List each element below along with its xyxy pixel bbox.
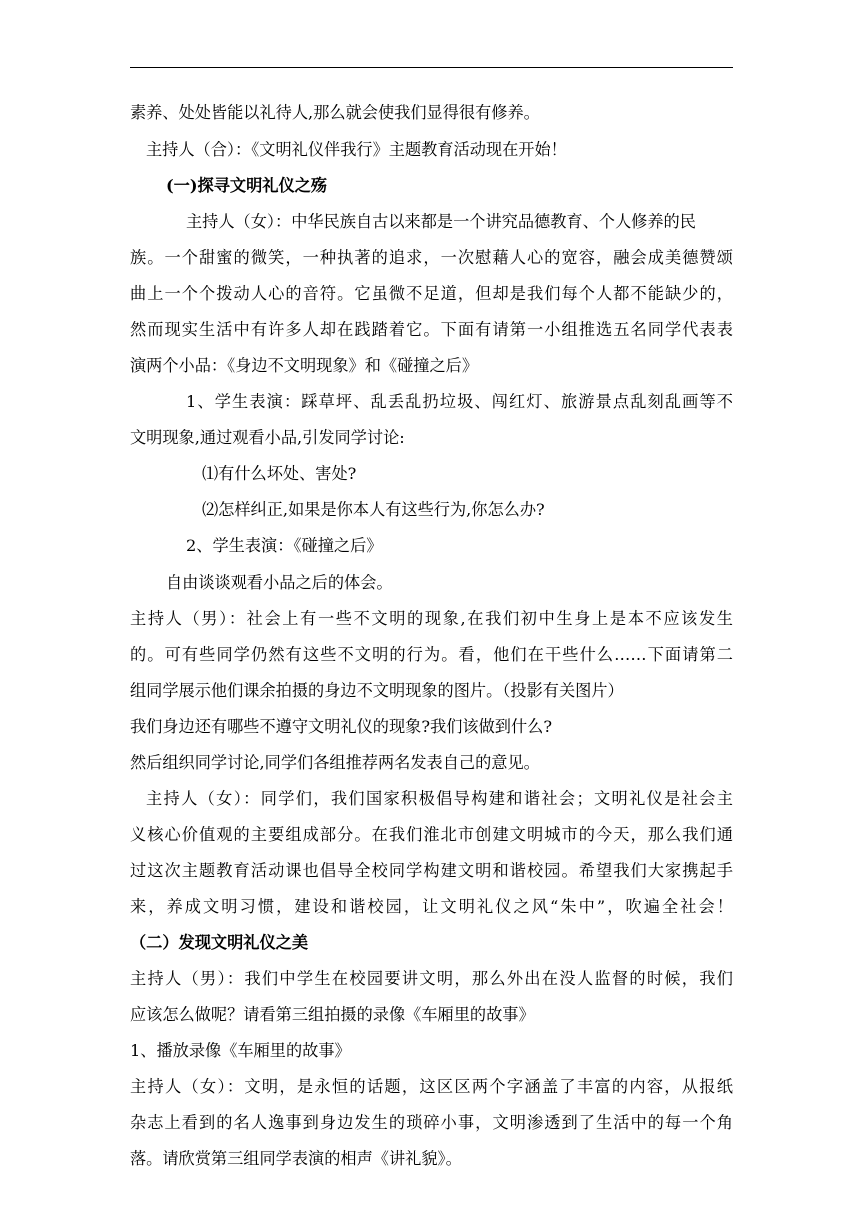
paragraph-line: 然后组织同学讨论,同学们各组推荐两名发表自己的意见。 <box>130 753 540 772</box>
paragraph-line: 义核心价值观的主要组成部分。在我们淮北市创建文明城市的今天，那么我们通 <box>130 825 733 844</box>
paragraph-line: 来，养成文明习惯，建设和谐校园，让文明礼仪之风“朱中”，吹遍全社会！ <box>130 897 733 916</box>
paragraph-line: ⑴有什么坏处、害处? <box>202 464 357 483</box>
paragraph-line: 演两个小品：《身边不文明现象》和《碰撞之后》 <box>130 356 479 375</box>
paragraph-line: 过这次主题教育活动课也倡导全校同学构建文明和谐校园。希望我们大家携起手 <box>130 861 733 880</box>
paragraph-line: 主持人（男）：我们中学生在校园要讲文明，那么外出在没人监督的时候，我们 <box>130 969 733 988</box>
paragraph-line: 主持人（女）：同学们，我们国家积极倡导构建和谐社会；文明礼仪是社会主 <box>146 789 733 808</box>
paragraph-line: 的。可有些同学仍然有这些不文明的行为。看，他们在干些什么……下面请第二 <box>130 645 733 664</box>
paragraph-line: 1、学生表演：踩草坪、乱丢乱扔垃圾、闯红灯、旅游景点乱刻乱画等不 <box>186 392 733 411</box>
paragraph-line: ⑵怎样纠正,如果是你本人有这些行为,你怎么办? <box>202 500 545 519</box>
paragraph-line: 族。一个甜蜜的微笑，一种执著的追求，一次慰藉人心的宽容，融会成美德赞颂 <box>130 248 733 267</box>
paragraph-line: 落。请欣赏第三组同学表演的相声《讲礼貌》。 <box>130 1149 462 1168</box>
section-heading: （二）发现文明礼仪之美 <box>130 933 309 952</box>
paragraph-line: 应该怎么做呢？请看第三组拍摄的录像《车厢里的故事》 <box>130 1005 535 1024</box>
paragraph-line: 素养、处处皆能以礼待人,那么就会使我们显得很有修养。 <box>130 103 540 122</box>
paragraph-line: 2、学生表演：《碰撞之后》 <box>186 536 383 555</box>
section-heading: (一)探寻文明礼仪之殇 <box>166 176 328 195</box>
paragraph-line: 组同学展示他们课余拍摄的身边不文明现象的图片。（投影有关图片） <box>130 681 624 700</box>
paragraph-line: 文明现象,通过观看小品,引发同学讨论: <box>130 428 405 447</box>
paragraph-line: 曲上一个个拨动人心的音符。它虽微不足道，但却是我们每个人都不能缺少的， <box>130 284 733 303</box>
paragraph-line: 主持人（合）：《文明礼仪伴我行》主题教育活动现在开始！ <box>146 140 567 159</box>
paragraph-line: 然而现实生活中有许多人却在践踏着它。下面有请第一小组推选五名同学代表表 <box>130 320 733 339</box>
paragraph-line: 主持人（女）：文明，是永恒的话题，这区区两个字涵盖了丰富的内容，从报纸 <box>130 1077 733 1096</box>
paragraph-line: 自由谈谈观看小品之后的体会。 <box>166 573 393 592</box>
header-rule <box>130 67 733 68</box>
paragraph-line: 1、播放录像《车厢里的故事》 <box>130 1041 351 1060</box>
paragraph-line: 杂志上看到的名人逸事到身边发生的琐碎小事，文明渗透到了生活中的每一个角 <box>130 1113 733 1132</box>
paragraph-line: 我们身边还有哪些不遵守文明礼仪的现象?我们该做到什么? <box>130 717 553 736</box>
paragraph-line: 主持人（男）：社会上有一些不文明的现象,在我们初中生身上是本不应该发生 <box>130 609 733 628</box>
paragraph-line: 主持人（女）：中华民族自古以来都是一个讲究品德教育、个人修养的民 <box>186 212 696 231</box>
